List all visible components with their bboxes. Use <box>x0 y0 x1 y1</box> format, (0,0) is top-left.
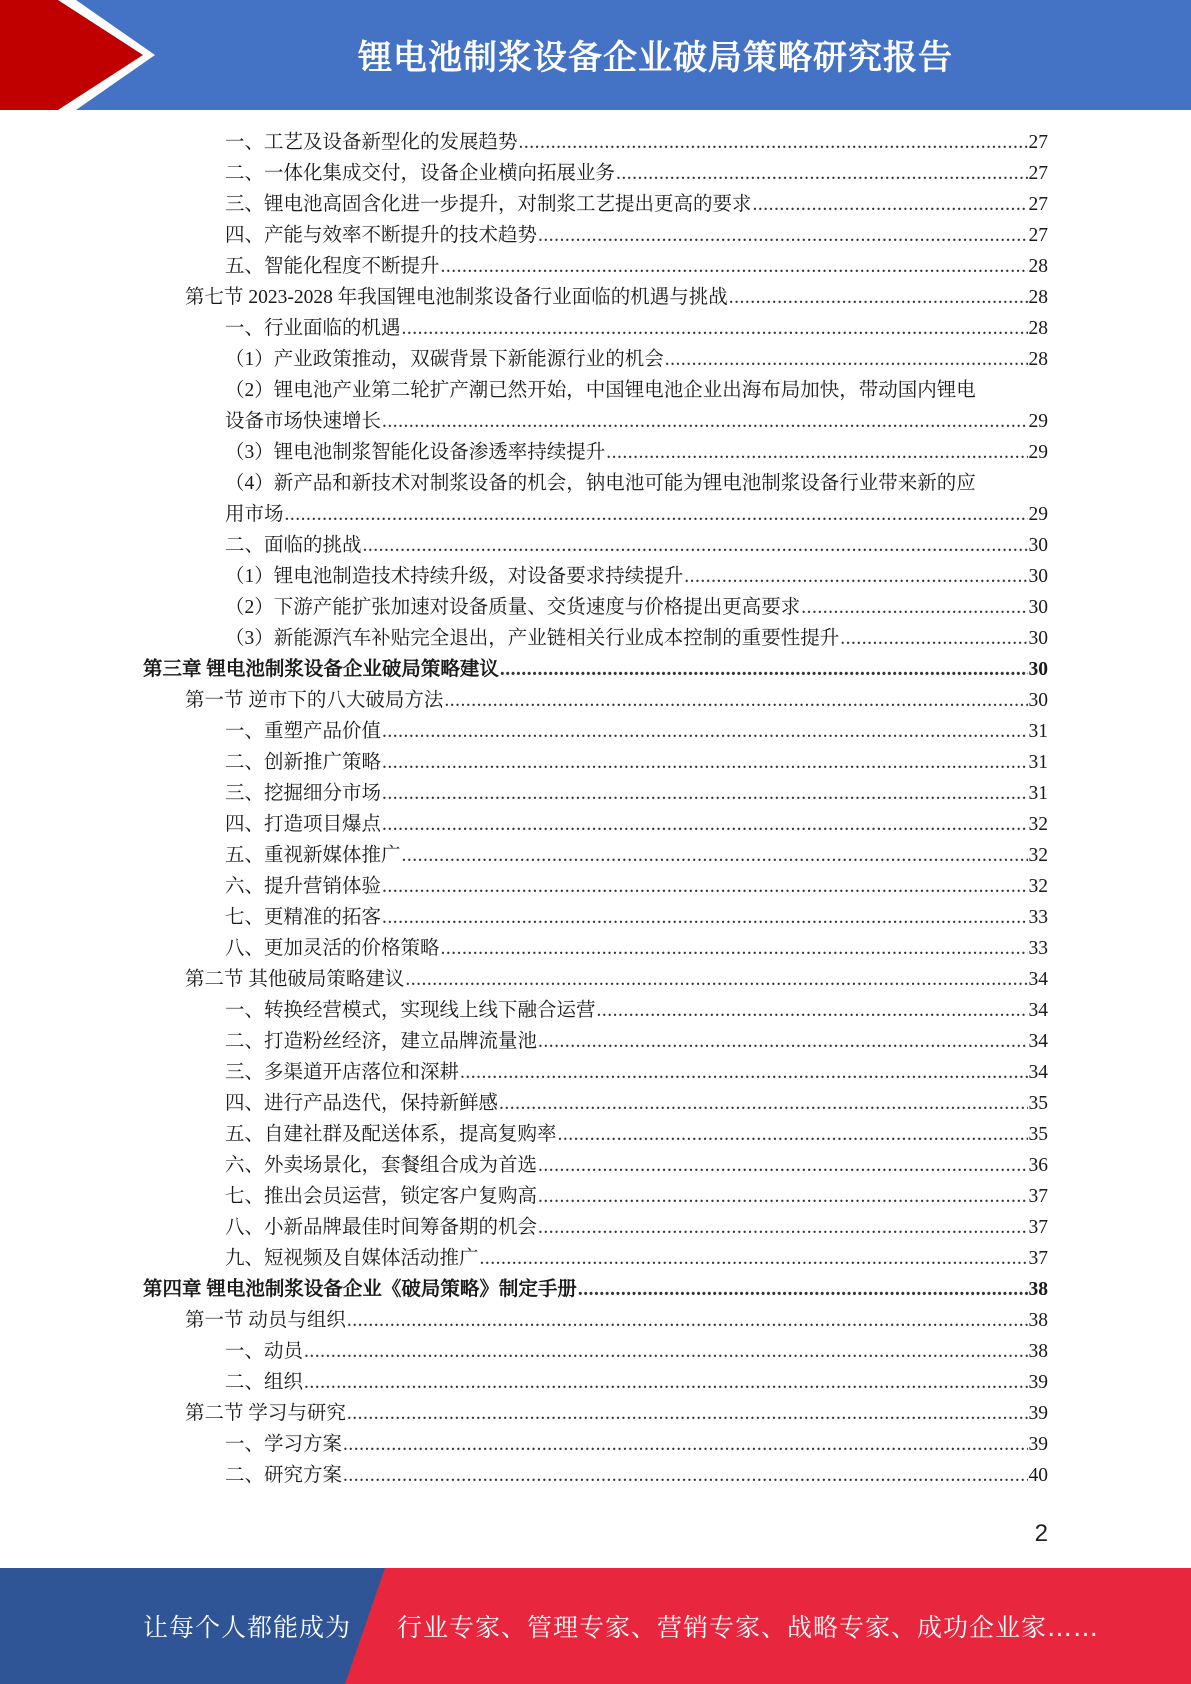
dot-leader <box>304 1336 1027 1367</box>
toc-page-number: 30 <box>1028 535 1048 556</box>
dot-leader <box>382 809 1027 840</box>
toc-entry[interactable] <box>225 530 1048 561</box>
toc-entry[interactable] <box>225 437 1048 468</box>
toc-page-number: 28 <box>1028 256 1048 277</box>
toc-entry[interactable] <box>225 809 1048 840</box>
toc-entry-text: 九、短视频及自媒体活动推广 <box>225 1248 479 1269</box>
toc-entry-text: 五、智能化程度不断提升 <box>225 256 440 277</box>
toc-entry-text: 第二节 其他破局策略建议 <box>185 969 405 990</box>
footer-slogan-right: 行业专家、管理专家、营销专家、战略专家、成功企业家…… <box>397 1613 1100 1642</box>
toc-entry[interactable] <box>225 220 1048 251</box>
toc-entry-text-line1: （4）新产品和新技术对制浆设备的机会，钠电池可能为锂电池制浆设备行业带来新的应 <box>225 473 976 494</box>
toc-entry-text: 第四章 锂电池制浆设备企业《破局策略》制定手册 <box>143 1279 577 1300</box>
toc-entry-text: 四、进行产品迭代，保持新鲜感 <box>225 1093 499 1114</box>
toc-page-number: 38 <box>1028 1341 1048 1362</box>
toc-entry-text: 第一节 动员与组织 <box>185 1310 346 1331</box>
toc-entry-text: 第三章 锂电池制浆设备企业破局策略建议 <box>143 659 499 680</box>
toc-entry-text-line2: 用市场 <box>225 504 284 525</box>
dot-leader <box>382 716 1027 747</box>
toc-entry-text: 一、学习方案 <box>225 1434 343 1455</box>
toc-entry[interactable] <box>225 251 1048 282</box>
toc-page-number: 39 <box>1028 1403 1048 1424</box>
toc-page-number: 35 <box>1028 1093 1048 1114</box>
toc-entry-text: 二、组织 <box>225 1372 304 1393</box>
report-header <box>0 0 1191 110</box>
toc-entry-text: （1）锂电池制造技术持续升级，对设备要求持续提升 <box>225 566 684 587</box>
toc-entry-text: 五、自建社群及配送体系，提高复购率 <box>225 1124 557 1145</box>
toc-page-number: 36 <box>1028 1155 1048 1176</box>
dot-leader <box>343 1460 1027 1491</box>
toc-entry[interactable] <box>225 1460 1048 1491</box>
toc-entry-text: 六、提升营销体验 <box>225 876 382 897</box>
toc-page-number: 27 <box>1028 225 1048 246</box>
toc-entry-text: 第七节 2023-2028 年我国锂电池制浆设备行业面临的机遇与挑战 <box>185 287 728 308</box>
dot-leader <box>480 1243 1028 1274</box>
footer-slogan-left: 让每个人都能成为 <box>143 1613 352 1642</box>
toc-entry-section[interactable] <box>185 685 1048 716</box>
dot-leader <box>519 127 1028 158</box>
toc-entry[interactable] <box>225 127 1048 158</box>
dot-leader <box>441 933 1028 964</box>
toc-entry-text: 一、工艺及设备新型化的发展趋势 <box>225 132 518 153</box>
dot-leader <box>382 406 1027 437</box>
dot-leader <box>285 499 1028 530</box>
toc-page-number: 30 <box>1028 597 1048 618</box>
toc-entry[interactable] <box>225 592 1048 623</box>
toc-entry-text: （3）锂电池制浆智能化设备渗透率持续提升 <box>225 442 606 463</box>
toc-entry-text: 一、重塑产品价值 <box>225 721 382 742</box>
toc-page-number: 37 <box>1028 1186 1048 1207</box>
toc-page-number: 27 <box>1028 194 1048 215</box>
dot-leader <box>578 1274 1028 1305</box>
toc-page-number: 30 <box>1028 659 1048 680</box>
dot-leader <box>382 778 1027 809</box>
toc-page-number: 29 <box>1028 411 1048 432</box>
dot-leader <box>684 561 1027 592</box>
toc-entry-text-line1: （2）锂电池产业第二轮扩产潮已然开始，中国锂电池企业出海布局加快，带动国内锂电 <box>225 380 976 401</box>
toc-entry-text: 三、锂电池高固含化进一步提升，对制浆工艺提出更高的要求 <box>225 194 752 215</box>
toc-entry-text: 一、行业面临的机遇 <box>225 318 401 339</box>
toc-entry[interactable] <box>225 1243 1048 1274</box>
dot-leader <box>444 685 1027 716</box>
toc-entry[interactable] <box>225 840 1048 871</box>
toc-page-number: 37 <box>1028 1248 1048 1269</box>
toc-entry[interactable] <box>225 1181 1048 1212</box>
report-title: 锂电池制浆设备企业破局策略研究报告 <box>358 38 953 78</box>
toc-entry-text: 三、挖掘细分市场 <box>225 783 382 804</box>
toc-page-number: 31 <box>1028 721 1048 742</box>
toc-page-number: 30 <box>1028 628 1048 649</box>
toc-entry-text-line2: 设备市场快速增长 <box>225 411 382 432</box>
dot-leader <box>500 654 1028 685</box>
toc-page-number: 33 <box>1028 907 1048 928</box>
toc-entry[interactable] <box>225 623 1048 654</box>
dot-leader <box>363 530 1028 561</box>
toc-page-number: 33 <box>1028 938 1048 959</box>
toc-entry[interactable] <box>225 1367 1048 1398</box>
toc-entry-chapter[interactable] <box>143 1274 1048 1305</box>
dot-leader <box>801 592 1027 623</box>
dot-leader <box>665 344 1028 375</box>
toc-entry[interactable] <box>225 189 1048 220</box>
toc-entry-text: 四、产能与效率不断提升的技术趋势 <box>225 225 538 246</box>
toc-entry[interactable] <box>225 995 1048 1026</box>
toc-page-number: 32 <box>1028 876 1048 897</box>
toc-page-number: 28 <box>1028 287 1048 308</box>
dot-leader <box>606 437 1027 468</box>
toc-entry[interactable] <box>225 778 1048 809</box>
toc-entry-section[interactable] <box>185 1398 1048 1429</box>
toc-entry-wrapped[interactable] <box>225 468 1048 530</box>
toc-page-number: 28 <box>1028 349 1048 370</box>
toc-entry[interactable] <box>225 933 1048 964</box>
dot-leader <box>840 623 1027 654</box>
dot-leader <box>616 158 1027 189</box>
toc-entry-text: 二、面临的挑战 <box>225 535 362 556</box>
toc-page-number: 32 <box>1028 845 1048 866</box>
toc-page-number: 34 <box>1028 1031 1048 1052</box>
dot-leader <box>753 189 1028 220</box>
dot-leader <box>538 1026 1027 1057</box>
toc-page-number: 29 <box>1028 442 1048 463</box>
dot-leader <box>343 1429 1027 1460</box>
toc-entry-section[interactable] <box>185 1305 1048 1336</box>
dot-leader <box>382 902 1027 933</box>
toc-entry[interactable] <box>225 158 1048 189</box>
dot-leader <box>499 1088 1027 1119</box>
toc-entry-text: 五、重视新媒体推广 <box>225 845 401 866</box>
dot-leader <box>558 1119 1028 1150</box>
toc-page-number: 35 <box>1028 1124 1048 1145</box>
dot-leader <box>405 964 1027 995</box>
dot-leader <box>382 871 1027 902</box>
toc-entry-chapter[interactable] <box>143 654 1048 685</box>
toc-entry-text: （3）新能源汽车补贴完全退出，产业链相关行业成本控制的重要性提升 <box>225 628 840 649</box>
toc-entry[interactable] <box>225 902 1048 933</box>
toc-page-number: 34 <box>1028 969 1048 990</box>
toc-page-number: 30 <box>1028 690 1048 711</box>
toc-entry-section[interactable] <box>185 282 1048 313</box>
toc-entry-text: 第一节 逆市下的八大破局方法 <box>185 690 444 711</box>
toc-entry-text: 八、小新品牌最佳时间筹备期的机会 <box>225 1217 538 1238</box>
report-footer <box>0 1568 1191 1684</box>
toc-page-number: 28 <box>1028 318 1048 339</box>
toc-entry[interactable] <box>225 1026 1048 1057</box>
toc-entry-wrapped[interactable] <box>225 375 1048 437</box>
dot-leader <box>538 1150 1027 1181</box>
dot-leader <box>304 1367 1027 1398</box>
dot-leader <box>402 840 1028 871</box>
toc-entry-text: 二、一体化集成交付，设备企业横向拓展业务 <box>225 163 616 184</box>
toc-page-number: 27 <box>1028 132 1048 153</box>
toc-page-number: 31 <box>1028 783 1048 804</box>
toc-entry-text: 一、转换经营模式，实现线上线下融合运营 <box>225 1000 596 1021</box>
page-number: 2 <box>1034 1520 1048 1547</box>
dot-leader <box>441 251 1028 282</box>
toc-entry-text: 七、推出会员运营，锁定客户复购高 <box>225 1186 538 1207</box>
dot-leader <box>347 1305 1028 1336</box>
toc-entry-text: 八、更加灵活的价格策略 <box>225 938 440 959</box>
toc-entry[interactable] <box>225 1336 1048 1367</box>
toc-page-number: 29 <box>1028 504 1048 525</box>
toc-page-number: 30 <box>1028 566 1048 587</box>
toc-page-number: 37 <box>1028 1217 1048 1238</box>
dot-leader <box>538 1181 1027 1212</box>
toc-entry[interactable] <box>225 1119 1048 1150</box>
toc-page-number: 27 <box>1028 163 1048 184</box>
toc-entry[interactable] <box>225 1088 1048 1119</box>
toc-entry[interactable] <box>225 1212 1048 1243</box>
toc-entry-text: 二、创新推广策略 <box>225 752 382 773</box>
toc-entry[interactable] <box>225 1057 1048 1088</box>
toc-entry-text: 六、外卖场景化，套餐组合成为首选 <box>225 1155 538 1176</box>
toc-page-number: 39 <box>1028 1434 1048 1455</box>
toc-page-number: 40 <box>1028 1465 1048 1486</box>
toc-entry[interactable] <box>225 344 1048 375</box>
dot-leader <box>538 220 1027 251</box>
toc-entry-text: （2）下游产能扩张加速对设备质量、交货速度与价格提出更高要求 <box>225 597 801 618</box>
toc-entry-text: （1）产业政策推动，双碳背景下新能源行业的机会 <box>225 349 664 370</box>
toc-entry[interactable] <box>225 716 1048 747</box>
toc-entry-text: 二、研究方案 <box>225 1465 343 1486</box>
dot-leader <box>538 1212 1027 1243</box>
toc-page-number: 31 <box>1028 752 1048 773</box>
toc-entry-section[interactable] <box>185 964 1048 995</box>
dot-leader <box>382 747 1027 778</box>
toc-page-number: 39 <box>1028 1372 1048 1393</box>
toc-entry-text: 二、打造粉丝经济，建立品牌流量池 <box>225 1031 538 1052</box>
toc-entry-text: 三、多渠道开店落位和深耕 <box>225 1062 460 1083</box>
dot-leader <box>347 1398 1028 1429</box>
toc-page-number: 34 <box>1028 1000 1048 1021</box>
toc-page-number: 38 <box>1028 1310 1048 1331</box>
toc-page-number: 32 <box>1028 814 1048 835</box>
toc-entry[interactable] <box>225 1429 1048 1460</box>
toc-entry-text: 第二节 学习与研究 <box>185 1403 346 1424</box>
dot-leader <box>729 282 1028 313</box>
toc-entry[interactable] <box>225 871 1048 902</box>
toc-entry[interactable] <box>225 313 1048 344</box>
toc-page-number: 34 <box>1028 1062 1048 1083</box>
toc-entry[interactable] <box>225 747 1048 778</box>
toc-entry-text: 七、更精准的拓客 <box>225 907 382 928</box>
dot-leader <box>402 313 1028 344</box>
toc-entry-text: 一、动员 <box>225 1341 304 1362</box>
dot-leader <box>460 1057 1027 1088</box>
dot-leader <box>597 995 1028 1026</box>
toc-entry[interactable] <box>225 1150 1048 1181</box>
toc-entry[interactable] <box>225 561 1048 592</box>
toc-entry-text: 四、打造项目爆点 <box>225 814 382 835</box>
toc-page-number: 38 <box>1028 1279 1048 1300</box>
